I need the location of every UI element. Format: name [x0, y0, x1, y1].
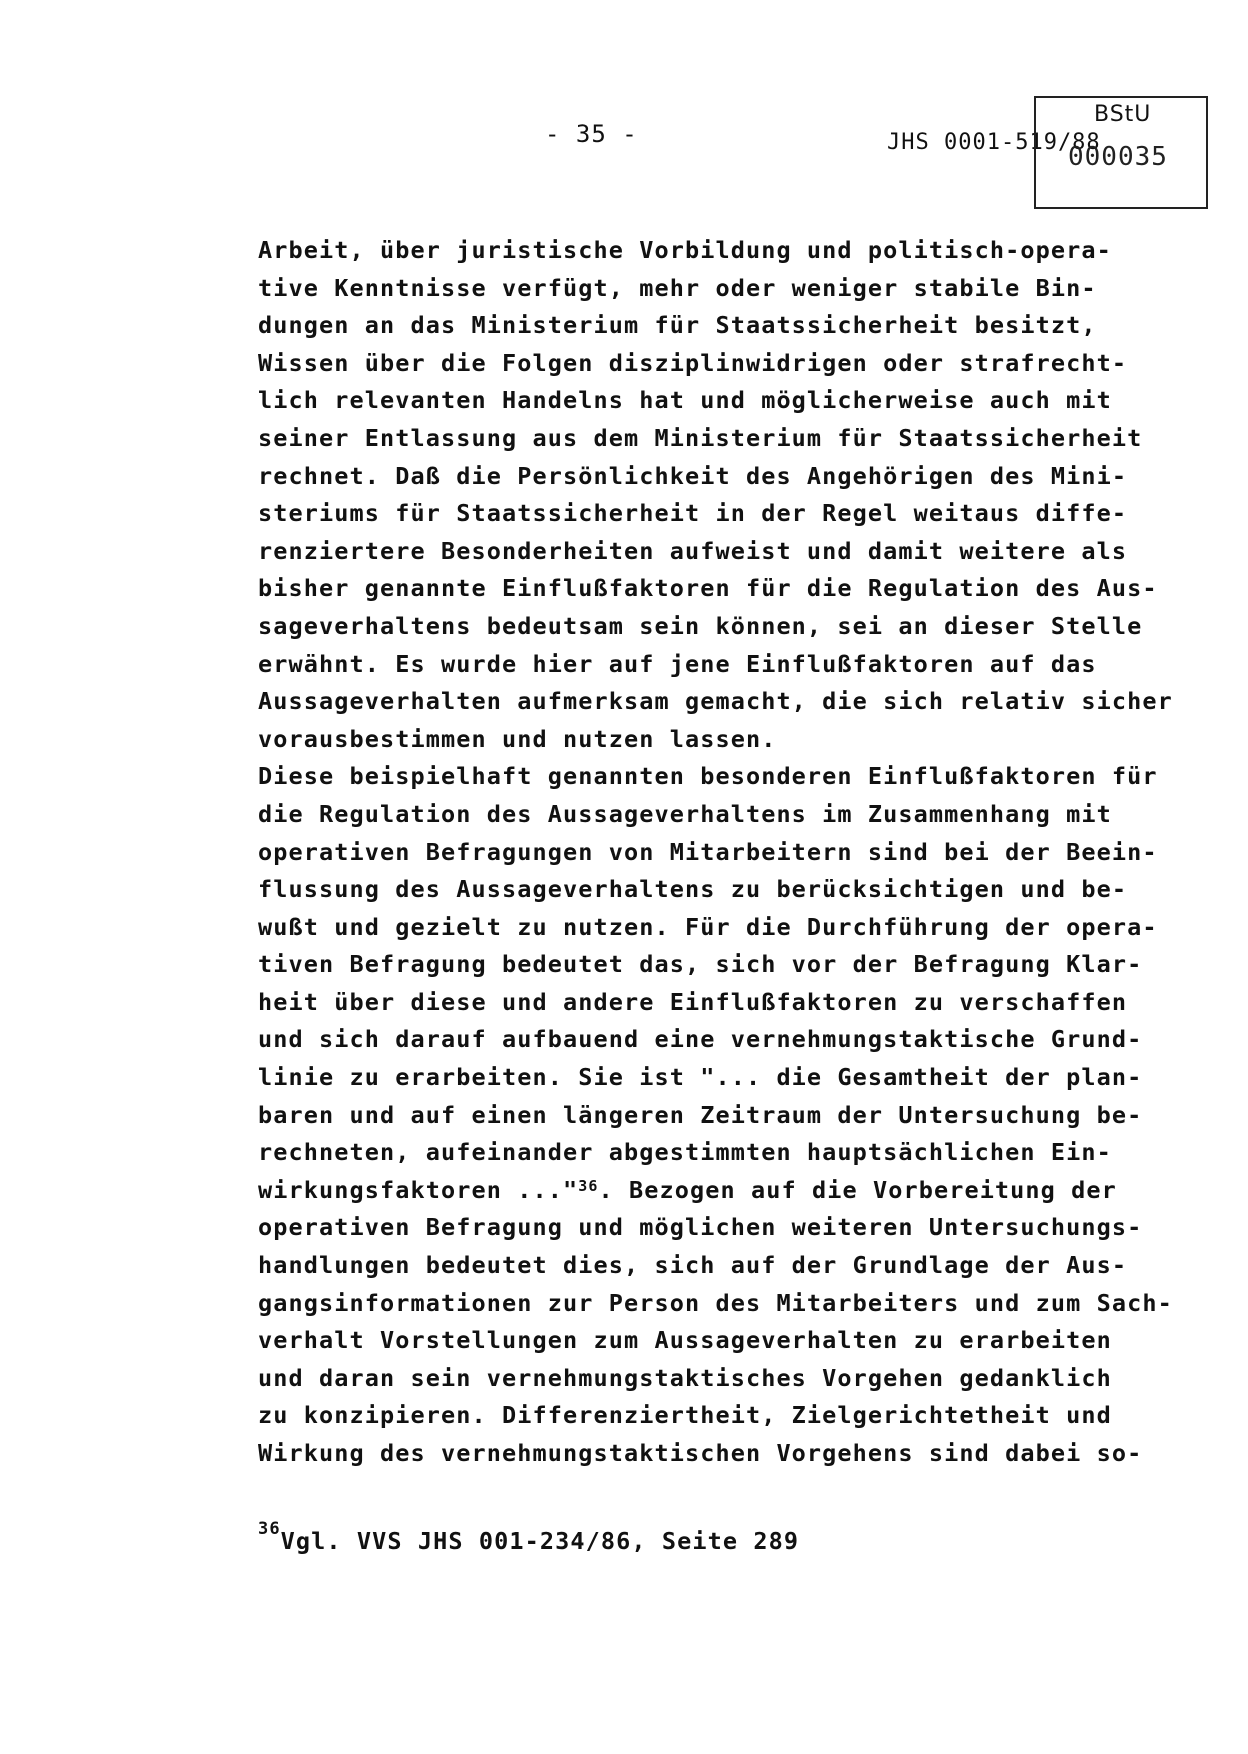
- body-text: [258, 232, 1198, 1473]
- text-line: dungen an das Ministerium für Staatssicherheit besitzt,: [258, 311, 1097, 340]
- text-line: die Regulation des Aussageverhaltens im Zusammenhang mit: [258, 799, 1112, 828]
- footnote-reference: 36: [578, 1176, 599, 1195]
- text-line: tiven Befragung bedeutet das, sich vor der Befragung Klar-: [258, 950, 1143, 979]
- stamp-label: BStU: [1094, 102, 1152, 127]
- footnote-text: Vgl. VVS JHS 001-234/86, Seite 289: [280, 1527, 800, 1555]
- text-line: tive Kenntnisse verfügt, mehr oder weniger stabile Bin-: [258, 273, 1097, 302]
- text-line: baren und auf einen längeren Zeitraum der Untersuchung be-: [258, 1100, 1143, 1129]
- text-line: vorausbestimmen und nutzen lassen.: [258, 724, 777, 753]
- footnote: [258, 1519, 800, 1555]
- text-line: gangsinformationen zur Person des Mitarbeiters und zum Sach-: [258, 1288, 1173, 1317]
- document-reference: JHS 0001-519/88: [887, 130, 1101, 155]
- text-line: heit über diese und andere Einflußfaktoren zu verschaffen: [258, 987, 1128, 1016]
- footnote-marker: 36: [258, 1519, 281, 1539]
- text-line: sageverhaltens bedeutsam sein können, sei an dieser Stelle: [258, 611, 1143, 640]
- text-line: renziertere Besonderheiten aufweist und damit weitere als: [258, 536, 1128, 565]
- text-line: Aussageverhalten aufmerksam gemacht, die sich relativ sicher: [258, 687, 1173, 716]
- text-line: lich relevanten Handelns hat und möglicherweise auch mit: [258, 386, 1112, 415]
- text-line: und sich darauf aufbauend eine vernehmungstaktische Grund-: [258, 1025, 1143, 1054]
- text-line: verhalt Vorstellungen zum Aussageverhalten zu erarbeiten: [258, 1326, 1112, 1355]
- text-line: Wirkung des vernehmungstaktischen Vorgehens sind dabei so-: [258, 1439, 1143, 1467]
- text-line: wußt und gezielt zu nutzen. Für die Durchführung der opera-: [258, 912, 1158, 941]
- text-line: steriums für Staatssicherheit in der Regel weitaus diffe-: [258, 499, 1128, 528]
- text-line: rechneten, aufeinander abgestimmten hauptsächlichen Ein-: [258, 1138, 1112, 1167]
- text-line: Arbeit, über juristische Vorbildung und politisch-opera-: [258, 236, 1112, 264]
- page-number: - 35 -: [545, 120, 638, 148]
- text-line: Diese beispielhaft genannten besonderen Einflußfaktoren für: [258, 762, 1158, 791]
- text-line: operativen Befragung und möglichen weiteren Untersuchungs-: [258, 1213, 1143, 1242]
- archive-stamp: [1034, 96, 1208, 209]
- text-line: und daran sein vernehmungstaktisches Vorgehen gedanklich: [258, 1363, 1112, 1392]
- text-line: seiner Entlassung aus dem Ministerium für Staatssicherheit: [258, 423, 1143, 452]
- text-line: handlungen bedeutet dies, sich auf der Grundlage der Aus-: [258, 1251, 1128, 1280]
- text-line: operativen Befragungen von Mitarbeitern sind bei der Beein-: [258, 837, 1158, 866]
- text-line: flussung des Aussageverhaltens zu berücksichtigen und be-: [258, 875, 1128, 904]
- text-line: Wissen über die Folgen disziplinwidrigen oder strafrecht-: [258, 348, 1128, 377]
- text-segment: wirkungsfaktoren ...": [258, 1175, 579, 1204]
- text-segment: . Bezogen auf die Vorbereitung der: [598, 1175, 1117, 1204]
- text-line: zu konzipieren. Differenziertheit, Zielgerichtetheit und: [258, 1401, 1112, 1430]
- text-line: linie zu erarbeiten. Sie ist "... die Gesamtheit der plan-: [258, 1063, 1143, 1092]
- stamp-number: 000035: [1068, 142, 1168, 172]
- text-line: rechnet. Daß die Persönlichkeit des Angehörigen des Mini-: [258, 461, 1128, 490]
- text-line: bisher genannte Einflußfaktoren für die Regulation des Aus-: [258, 574, 1158, 603]
- text-line: erwähnt. Es wurde hier auf jene Einflußfaktoren auf das: [258, 649, 1097, 678]
- text-line-with-footnote: [258, 1172, 1198, 1210]
